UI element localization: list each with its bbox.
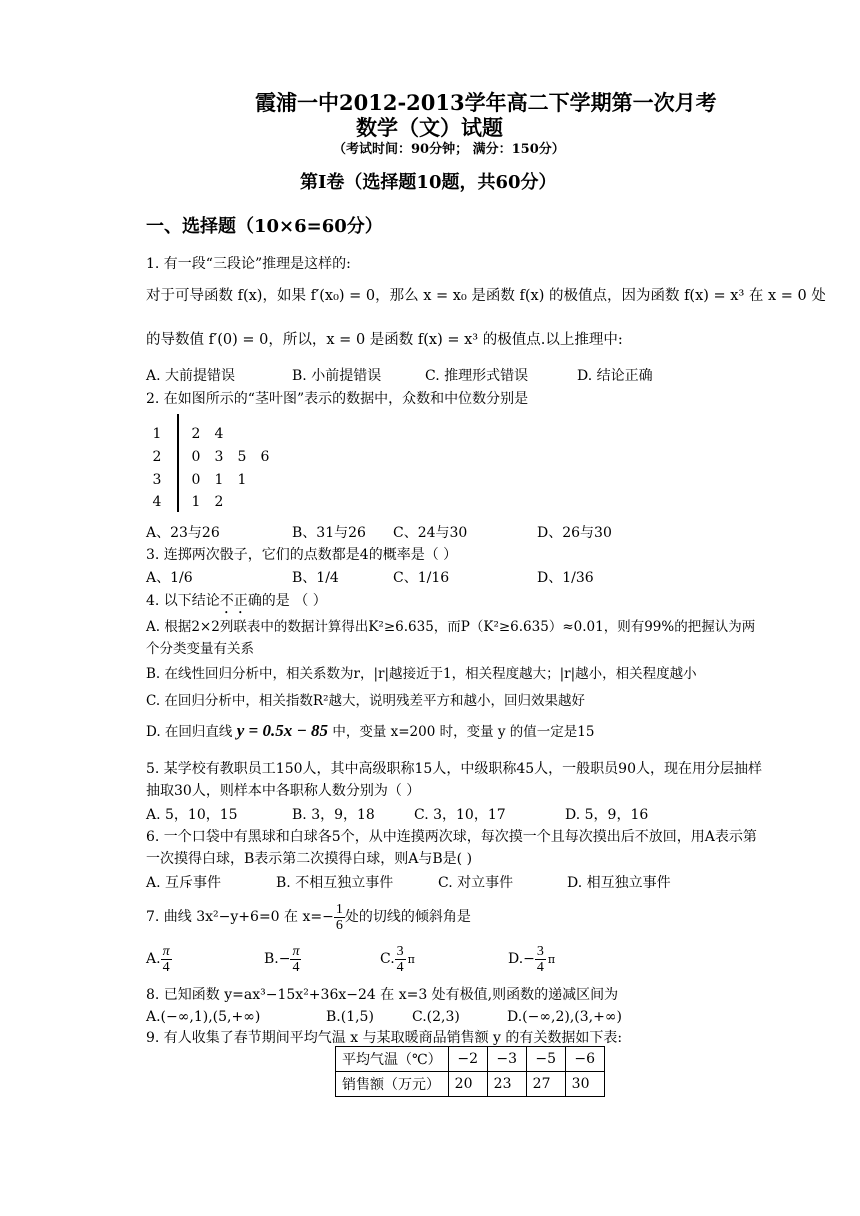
q4-d-pre: D. 在回归直线 (146, 724, 233, 740)
q2-stem: 2. 在如图所示的“茎叶图”表示的数据中，众数和中位数分别是 (146, 391, 529, 407)
q7-b-frac (290, 944, 301, 975)
q4-stem-pre: 4. 以下结论 (146, 593, 220, 609)
stem-leaf-divider (177, 414, 179, 512)
q7-post: 处的切线的倾斜角是 (344, 909, 471, 925)
q7-b-den: 4 (292, 959, 300, 975)
q4-stem (146, 592, 327, 617)
q3-option-b: B、1/4 (292, 570, 339, 586)
q4-stem-emphasis: 不正 (219, 593, 248, 609)
q3-stem: 3. 连掷两次骰子，它们的点数都是4的概率是（ ） (146, 547, 458, 563)
q7-b-num: π (292, 943, 300, 959)
q7-frac-den: 6 (335, 917, 343, 933)
section-title: 一、选择题（10×6=60分） (146, 216, 383, 237)
q5-option-a: A. 5，10，15 (146, 807, 238, 823)
q3-option-a: A、1/6 (146, 570, 193, 586)
q5-line2: 抽取30人，则样本中各职称人数分别为（ ） (146, 783, 421, 799)
q7-d-pi: π (547, 953, 556, 966)
q1-option-b: B. 小前提错误 (292, 368, 382, 384)
sales-cell: 20 (448, 1072, 487, 1097)
q7-pre: 7. 曲线 3x²−y+6=0 在 x=− (146, 909, 334, 925)
q7-c-pi: π (407, 953, 415, 966)
q8-option-d: D.(−∞,2),(3,+∞) (507, 1009, 622, 1025)
q1-option-d: D. 结论正确 (577, 368, 653, 384)
q5-line1: 5. 某学校有教职员工150人，其中高级职称15人，中级职称45人，一般职员90人，现在用分层抽样 (146, 761, 762, 777)
q7-stem (146, 900, 471, 934)
q4-option-c: C. 在回归分析中，相关指数R²越大，说明残差平方和越小，回归效果越好 (146, 693, 586, 709)
sales-cell: 27 (526, 1072, 565, 1097)
q5-option-c: C. 3，10，17 (414, 807, 506, 823)
q6-line2: 一次摸得白球，B表示第二次摸得白球，则A与B是( ) (146, 851, 473, 867)
temperature-sales-table (335, 1046, 605, 1097)
table-row (336, 1047, 605, 1072)
q8-option-c: C.(2,3) (412, 1009, 460, 1025)
q7-frac-num: 1 (335, 901, 343, 917)
temp-cell: −3 (487, 1047, 526, 1072)
q8-option-b: B.(1,5) (326, 1009, 374, 1025)
q7-fraction (334, 902, 345, 933)
q1-line2: 的导数值 f′(0) = 0，所以，x = 0 是函数 f(x) = x³ 的极值点.以上推理中: (146, 332, 623, 348)
leaf-2-4: 6 (260, 449, 270, 465)
leaf-2-2: 3 (214, 449, 224, 465)
leaf-4-2: 2 (214, 494, 224, 510)
q7-c-frac (395, 944, 406, 975)
q2-option-c: C、24与30 (393, 525, 468, 541)
q7-d-den: 4 (536, 959, 544, 975)
row-label-sales: 销售额（万元） (336, 1072, 449, 1097)
q7-c-num: 3 (396, 943, 404, 959)
sales-cell: 23 (487, 1072, 526, 1097)
q7-d-num: 3 (536, 943, 544, 959)
q7-option-c (380, 942, 415, 977)
q4-option-a-line1: A. 根据2×2列联表中的数据计算得出K²≥6.635，而P（K²≥6.635）≈0.01，则有99%的把握认为两 (146, 619, 756, 635)
q7-c-den: 4 (396, 959, 404, 975)
q7-a-den: 4 (162, 959, 170, 975)
q5-option-b: B. 3，9，18 (292, 807, 375, 823)
q4-stem-post: 确的是 （ ） (247, 593, 327, 609)
q7-option-a (146, 942, 172, 976)
stem-1: 1 (152, 426, 162, 442)
q6-option-c: C. 对立事件 (438, 875, 514, 891)
q9-stem: 9. 有人收集了春节期间平均气温 x 与某取暖商品销售额 y 的有关数据如下表: (146, 1030, 623, 1046)
q1-line1: 对于可导函数 f(x)，如果 f′(x₀) = 0，那么 x = x₀ 是函数 f(x) 的极值点，因为函数 f(x) = x³ 在 x = 0 处 (146, 288, 826, 304)
q3-option-c: C、1/16 (393, 570, 450, 586)
q8-option-a: A.(−∞,1),(5,+∞) (146, 1009, 261, 1025)
leaf-1-2: 4 (214, 426, 224, 442)
q6-line1: 6. 一个口袋中有黑球和白球各5个，从中连摸两次球，每次摸一个且每次摸出后不放回，用A表示第 (146, 829, 757, 845)
q6-option-a: A. 互斥事件 (146, 875, 222, 891)
leaf-3-3: 1 (237, 472, 247, 488)
q2-option-d: D、26与30 (537, 525, 612, 541)
leaf-2-1: 0 (191, 449, 201, 465)
q8-stem: 8. 已知函数 y=ax³−15x²+36x−24 在 x=3 处有极值,则函数的递减区间为 (146, 987, 619, 1003)
leaf-2-3: 5 (237, 449, 247, 465)
q7-d-label: D.− (508, 951, 535, 967)
q1-stem: 1. 有一段“三段论”推理是这样的: (146, 256, 351, 272)
stem-3: 3 (152, 472, 162, 488)
part-title: 第Ⅰ卷（选择题10题，共60分） (300, 172, 557, 193)
leaf-4-1: 1 (191, 494, 201, 510)
q7-option-d (508, 942, 555, 977)
sales-cell: 30 (565, 1072, 604, 1097)
q2-option-b: B、31与26 (292, 525, 366, 541)
leaf-3-1: 0 (191, 472, 201, 488)
temp-cell: −6 (565, 1047, 604, 1072)
temp-cell: −2 (448, 1047, 487, 1072)
q6-option-d: D. 相互独立事件 (567, 875, 671, 891)
q5-option-d: D. 5，9，16 (565, 807, 649, 823)
stem-2: 2 (152, 449, 162, 465)
temp-cell: −5 (526, 1047, 565, 1072)
q4-option-d (146, 722, 595, 741)
regression-equation: y = 0.5x − 85 (236, 721, 329, 740)
q2-option-a: A、23与26 (146, 525, 220, 541)
q4-d-post: 中，变量 x=200 时，变量 y 的值一定是15 (332, 724, 595, 740)
stem-4: 4 (152, 494, 162, 510)
q6-option-b: B. 不相互独立事件 (276, 875, 394, 891)
leaf-3-2: 1 (214, 472, 224, 488)
q7-c-label: C. (380, 951, 395, 967)
row-label-temperature: 平均气温（℃） (336, 1047, 449, 1072)
exam-subtitle: 数学（文）试题 (356, 115, 503, 140)
q7-b-label: B.− (264, 951, 291, 967)
q3-option-d: D、1/36 (537, 570, 594, 586)
q4-option-a-line2: 个分类变量有关系 (146, 641, 254, 657)
q4-option-b: B. 在线性回归分析中，相关系数为r，|r|越接近于1，相关程度越大；|r|越小，相关程度越小 (146, 666, 697, 682)
q7-d-frac (535, 944, 546, 975)
exam-title: 霞浦一中2012-2013学年高二下学期第一次月考 (255, 90, 717, 115)
exam-info: （考试时间：90分钟； 满分：150分） (333, 142, 565, 157)
leaf-1-1: 2 (191, 426, 201, 442)
q1-option-a: A. 大前提错误 (146, 368, 236, 384)
q7-option-b (264, 942, 301, 976)
table-row (336, 1072, 605, 1097)
q7-a-frac (161, 944, 172, 975)
q7-a-num: π (162, 943, 170, 959)
q1-option-c: C. 推理形式错误 (425, 368, 529, 384)
q7-a-label: A. (146, 951, 161, 967)
